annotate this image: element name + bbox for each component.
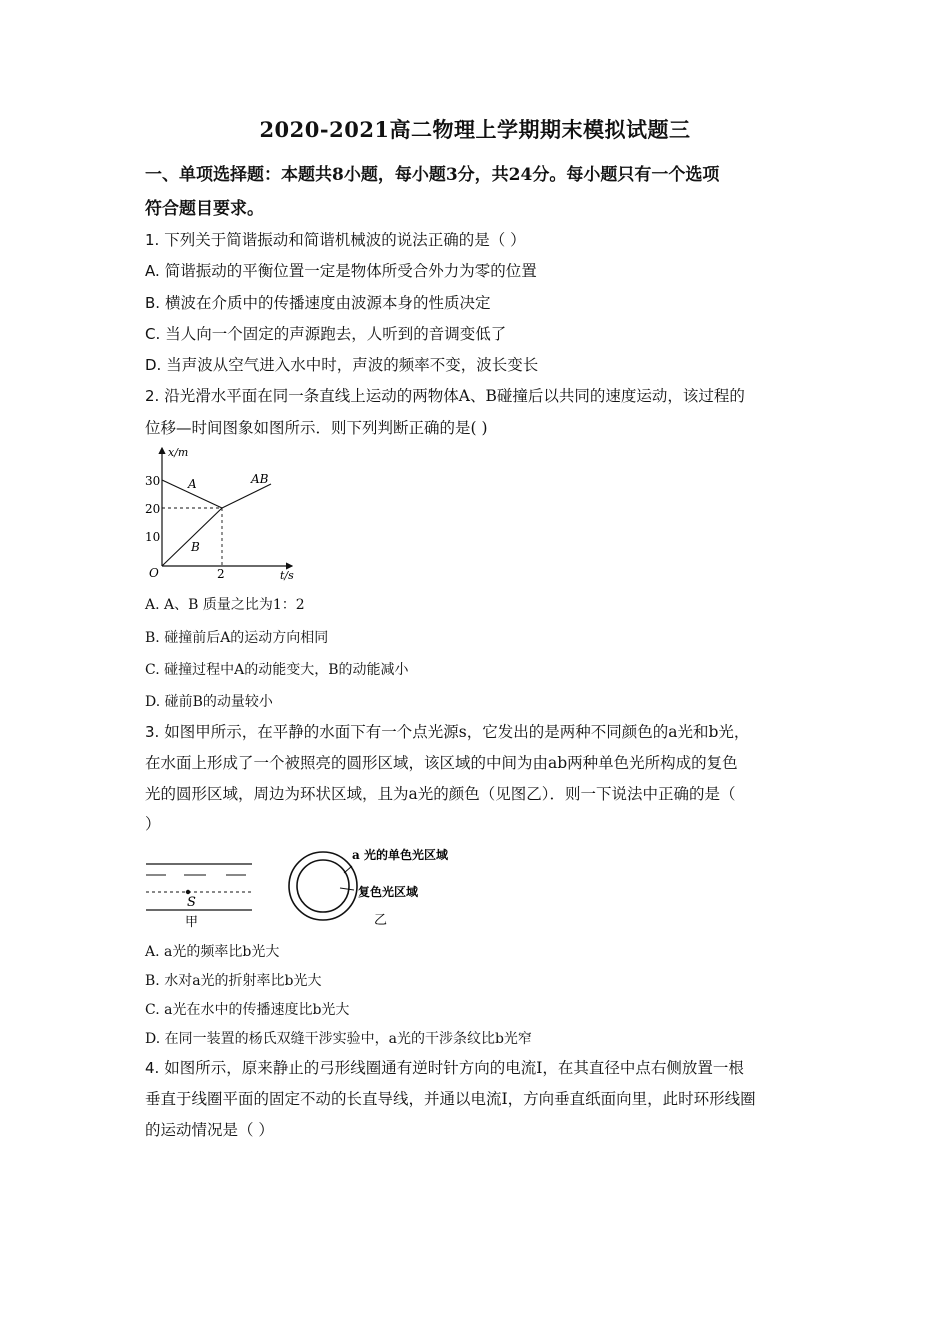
- q2-option-b: B. 碰撞前后A的运动方向相同: [145, 630, 329, 646]
- q1-option-b: [145, 292, 815, 314]
- point-source: [186, 890, 190, 894]
- q4-number: 4.: [145, 1059, 160, 1077]
- line-b: [162, 508, 222, 566]
- section-heading-line1: 一、单项选择题：本题共8小题，每小题3分，共24分。每小题只有一个选项: [145, 165, 720, 185]
- x-tick-2: 2: [217, 567, 225, 581]
- q1-option-b-label: B.: [145, 294, 161, 312]
- q1-option-a-text: 简谐振动的平衡位置一定是物体所受合外力为零的位置: [164, 262, 537, 280]
- q1-option-d-label: D.: [145, 356, 162, 374]
- outer-ring: [289, 852, 357, 920]
- caption-yi: 乙: [374, 913, 388, 928]
- q1-option-c: [145, 323, 815, 345]
- q1-number: 1.: [145, 231, 160, 249]
- q4-stem-line2: 垂直于线圈平面的固定不动的长直导线，并通以电流I，方向垂直纸面向里，此时环形线圈: [145, 1090, 756, 1108]
- q1-option-d-text: 当声波从空气进入水中时，声波的频率不变，波长变长: [166, 356, 539, 374]
- q3-water-figure: [140, 840, 480, 935]
- origin-label: O: [149, 566, 159, 580]
- q3-stem-line2: 在水面上形成了一个被照亮的圆形区域，该区域的中间为由ab两种单色光所构成的复色: [145, 754, 738, 772]
- q3-option-b: B. 水对a光的折射率比b光大: [145, 973, 322, 989]
- q3-stem-line3: 光的圆形区域，周边为环状区域，且为a光的颜色（见图乙）．则一下说法中正确的是（: [145, 785, 736, 803]
- inner-circle: [297, 860, 349, 912]
- q1-stem: [145, 229, 815, 251]
- q4-stem-line3: 的运动情况是（ ）: [145, 1121, 274, 1139]
- q3-option-c: C. a光在水中的传播速度比b光大: [145, 1002, 350, 1018]
- q1-option-a-label: A.: [145, 262, 160, 280]
- q3-option-a: A. a光的频率比b光大: [145, 944, 280, 960]
- q2-stem-line1: [145, 385, 815, 407]
- label-b: B: [191, 540, 200, 554]
- label-mixed-region: 复色光区域: [358, 885, 419, 899]
- y-axis-label: x/m: [168, 446, 189, 459]
- y-tick-20: 20: [145, 502, 161, 516]
- q4-stem-text-1: 如图所示，原来静止的弓形线圈通有逆时针方向的电流I，在其直径中点右侧放置一根: [164, 1059, 744, 1077]
- q3-option-d: D. 在同一装置的杨氏双缝干涉实验中，a光的干涉条纹比b光窄: [145, 1031, 532, 1047]
- q1-option-b-text: 横波在介质中的传播速度由波源本身的性质决定: [165, 294, 491, 312]
- q2-option-c: C. 碰撞过程中A的动能变大，B的动能减小: [145, 662, 409, 678]
- caption-jia: 甲: [185, 915, 199, 930]
- x-axis-label: t/s: [280, 569, 294, 582]
- q3-stem-text-1: 如图甲所示，在平静的水面下有一个点光源s，它发出的是两种不同颜色的a光和b光，: [164, 723, 750, 741]
- source-label: S: [187, 895, 196, 910]
- q3-number: 3.: [145, 723, 160, 741]
- label-ab: AB: [251, 472, 269, 486]
- label-a-region: a 光的单色光区域: [352, 848, 448, 862]
- section-heading-line2: 符合题目要求。: [145, 199, 264, 219]
- pointer-mixed-region: [340, 888, 354, 890]
- q3-stem-line4: ）: [145, 815, 161, 833]
- q1-stem-text: 下列关于简谐振动和简谐机械波的说法正确的是（ ）: [164, 231, 526, 249]
- q2-number: 2.: [145, 387, 160, 405]
- q1-option-a: [145, 260, 815, 282]
- y-tick-30: 30: [145, 474, 161, 488]
- y-tick-10: 10: [145, 530, 161, 544]
- q2-option-d: D. 碰前B的动量较小: [145, 694, 273, 710]
- q2-option-a: A. A、B 质量之比为1：2: [145, 597, 305, 613]
- q4-stem-line1: [145, 1057, 815, 1079]
- label-a: A: [188, 477, 197, 491]
- q3-stem-line1: [145, 721, 815, 743]
- pointer-a-region: [344, 866, 352, 873]
- q2-stem-text-1: 沿光滑水平面在同一条直线上运动的两物体A、B碰撞后以共同的速度运动，该过程的: [164, 387, 745, 405]
- q2-stem-line2: 位移—时间图象如图所示．则下列判断正确的是( ): [145, 419, 488, 437]
- q1-option-c-text: 当人向一个固定的声源跑去，人听到的音调变低了: [165, 325, 507, 343]
- line-ab: [222, 484, 271, 508]
- q1-option-d: [145, 354, 815, 376]
- q2-xt-graph: [140, 440, 310, 585]
- page-title: 2020-2021高二物理上学期期末模拟试题三: [259, 117, 691, 142]
- q1-option-c-label: C.: [145, 325, 161, 343]
